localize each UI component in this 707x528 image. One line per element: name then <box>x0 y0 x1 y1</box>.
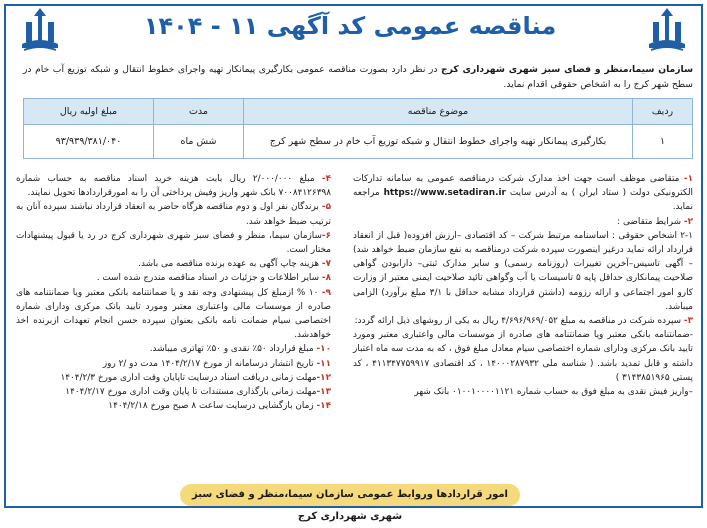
clause-11: ۱۱- تاریخ انتشار درسامانه از مورخ ۱۴۰۴/۲/۱۷ مدت دو /۲ روز <box>102 358 331 369</box>
notice-title: مناقصه عمومی کد آگهی ۱۱ - ۱۴۰۴ <box>143 12 557 40</box>
clause-5: ۵- برندگان نفر اول و دوم مناقصه هرگاه حاضر به انعقاد قرارداد نباشند سپرده آنان به ترتیب ضبط خواهد شد. <box>16 202 331 227</box>
header-duration: مدت <box>154 99 244 125</box>
conditions-right-column <box>353 172 693 399</box>
clause-13: ۱۳-مهلت زمانی بارگذاری مستندات تا پایان وقت اداری مورخ ۱۴۰۴/۲/۱۷ <box>65 387 331 398</box>
header-subject: موضوع مناقصه <box>244 99 633 125</box>
clause-4: ۴- مبلغ ۲/۰۰۰/۰۰۰ ریال بابت هزینه خرید اسناد مناقصه به حساب شماره ۷۰۰۸۴۱۲۶۳۹۸ بانک شهر واریز وفیش پرداختی آن را به امورقراردادها تحویل نمایند. <box>16 174 331 199</box>
conditions-left-column <box>16 172 331 413</box>
intro-text: در نظر دارد بصورت مناقصه عمومی بکارگیری پیمانکار تهیه واجرای خطوط انتقال و شبکه توزیع آب خام در سطح شهر کرج را به اشخاص حقوقی اقدام نماید. <box>23 64 693 90</box>
cell-duration: شش ماه <box>154 125 244 159</box>
setad-link[interactable]: https://www.setadiran.ir <box>383 188 506 199</box>
cell-initial-amount: ۹۳/۹۳۹/۳۸۱/۰۴۰ <box>24 125 154 159</box>
header-initial-amount: مبلغ اولیه ریال <box>24 99 154 125</box>
clause-9: ۹- ۱۰ % ازمبلغ کل پیشنهادی وجه نقد و یا ضمانتنامه بانکی معتبر ویا ضمانتنامه های صادره از موسسات مالی واعتباری معتبر ومورد تایید بانک مرکزی ودارای شماره اختصاصی سیام ضمانت نامه بانکی بعنوان سپرده حسن انجام تعهدات ازبرنده اخذ خواهدشد. <box>16 287 331 341</box>
clause-6: ۶-سازمان سیما، منظر و فضای سبز شهری شهرداری کرج در رد یا قبول پیشنهادات مختار است. <box>16 230 331 256</box>
tender-table <box>23 98 693 159</box>
clause-1: ۱- متقاضی موظف است جهت اخذ مدارک شرکت درمناقصه عمومی به سامانه تدارکات الکترونیکی دولت ( ستاد ایران ) به آدرس سایت https://www.setadiran.ir مراجعه نماید. <box>353 174 693 213</box>
clause-12: ۱۲-مهلت زمانی دریافت اسناد درسایت تاپایان وقت اداری مورخ ۱۴۰۴/۲/۳ <box>60 372 331 383</box>
table-row <box>24 125 693 159</box>
clause-7: ۷- هزینه چاپ آگهی به عهده برنده مناقصه می باشد. <box>138 259 331 270</box>
karaj-municipality-logo-left <box>18 6 62 56</box>
clause-3-deposit: –واریز فیش نقدی به مبلغ فوق به حساب شماره ۰۱۰۰۱۰۰۰۰۱۱۲۱ بانک شهر <box>414 387 693 398</box>
clause-14: ۱۴- زمان بازگشایی درسایت ساعت ۸ صبح مورخ ۱۴۰۴/۲/۱۸ <box>108 401 331 412</box>
emblem-icon <box>18 6 62 56</box>
clause-10: ۱۰- مبلغ قرارداد ۵۰٪ نقدی و ۵۰٪ تهاتری میباشد. <box>149 344 331 355</box>
clause-8: ۸- سایر اطلاعات و جزئیات در اسناد مناقصه مندرج شده است . <box>96 273 331 284</box>
clause-3: ۳- سپرده شرکت در مناقصه به مبلغ ۴/۶۹۶/۹۶۹/۰۵۲ ریال به یکی از روشهای ذیل ارائه گردد: <box>354 316 693 327</box>
emblem-icon <box>645 6 689 56</box>
clause-3-guarantee: -ضمانتنامه بانکی معتبر ویا ضمانتنامه های صادره از موسسات مالی واعتباری معتبر ومورد تایید بانک مرکزی ودارای شماره اختصاصی سیام معادل مبلغ فوق ، که به مدت سه ماه اعتبار داشته و قابل تمدید باشد. ( شناسه ملی ۱۴۰۰۰۲۸۷۹۳۲ ، کد اقتصادی ۴۱۱۳۴۷۷۵۹۹۱۷ ، کد پستی ۳۱۴۳۸۵۱۹۶۵ ) <box>353 330 693 383</box>
cell-row-number: ۱ <box>633 125 693 159</box>
intro-paragraph <box>23 62 693 92</box>
organization-name: سازمان سیما،منظر و فضای سبز شهری شهرداری کرج <box>441 64 693 75</box>
clause-2: ۲- شرایط متقاضی : <box>617 216 693 227</box>
clause-2-1: ۲-۱ اشخاص حقوقی : اساسنامه مرتبط شرکت – کد اقتصادی –ارزش افزوده( قبل از انعقاد قرارداد ارائه نماید درغیر اینصورت سپرده شرکت درمناقصه به نفع سازمان ضبط خواهد شد) – آگهی تاسیس–آخرین تغییرات (روزنامه رسمی) و سایر مدارک ثبتی– دارابودن گواهی صلاحیت پیمانکاری حداقل پایه ۵ تاسیسات یا آب وگواهی تائید صلاحیت ایمنی معتبر از وزارت کارو امور اجتماعی و ارائه رزومه (داشتن قرارداد مشابه حداقل با ۳/۱ مبلغ برآورد) الزامی میباشد. <box>353 230 694 312</box>
header-row-number: ردیف <box>633 99 693 125</box>
table-header-row <box>24 99 693 125</box>
cell-subject: بکارگیری پیمانکار تهیه واجرای خطوط انتقال و شبکه توزیع آب خام در سطح شهر کرج <box>244 125 633 159</box>
karaj-municipality-logo <box>645 6 689 56</box>
footer-banner: امور قراردادها وروابط عمومی سازمان سیما،منظر و فضای سبز شهری شهرداری کرج <box>180 484 520 506</box>
